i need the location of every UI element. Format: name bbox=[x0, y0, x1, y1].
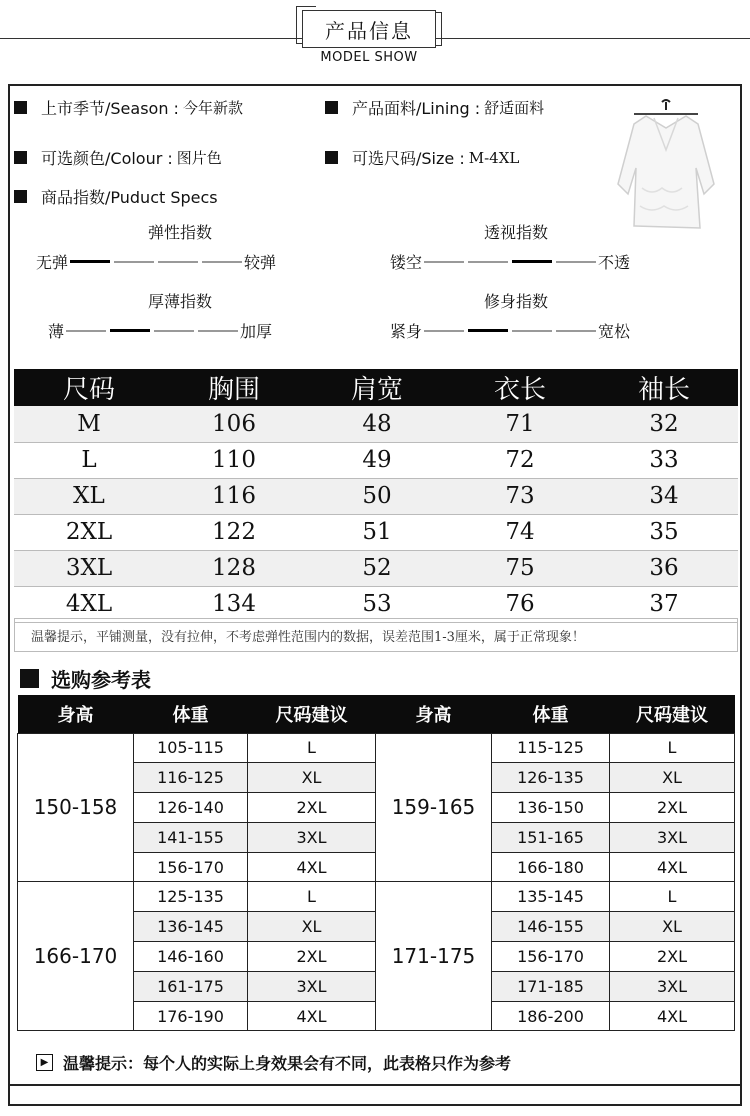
reference-table-header: 身高 bbox=[18, 695, 134, 733]
lining-value: 舒适面料 bbox=[484, 99, 545, 117]
size-table-header: 胸围 bbox=[164, 369, 304, 406]
size-table-cell: 36 bbox=[590, 550, 738, 586]
table-row bbox=[14, 442, 738, 478]
weight-cell: 186-200 bbox=[492, 1001, 610, 1031]
size-suggest-cell: 4XL bbox=[248, 1001, 376, 1031]
size-table-cell: 52 bbox=[304, 550, 450, 586]
bullet-square-icon bbox=[14, 151, 27, 164]
reference-table-header: 尺码建议 bbox=[610, 695, 735, 733]
weight-cell: 161-175 bbox=[134, 971, 248, 1001]
size-suggest-cell: L bbox=[610, 882, 735, 912]
info-size bbox=[325, 146, 519, 169]
size-table bbox=[14, 369, 738, 623]
size-table-header: 衣长 bbox=[450, 369, 590, 406]
table-row bbox=[14, 478, 738, 514]
weight-cell: 115-125 bbox=[492, 733, 610, 763]
weight-cell: 136-150 bbox=[492, 793, 610, 823]
header-line-left bbox=[0, 38, 302, 39]
table-row bbox=[18, 733, 735, 763]
index-segment bbox=[66, 330, 106, 332]
size-suggest-cell: 3XL bbox=[610, 971, 735, 1001]
index-title: 修身指数 bbox=[483, 292, 548, 311]
index-segment bbox=[424, 261, 464, 263]
weight-cell: 105-115 bbox=[134, 733, 248, 763]
reference-table-header: 尺码建议 bbox=[248, 695, 376, 733]
page-subtitle: MODEL SHOW bbox=[320, 50, 418, 65]
info-lining bbox=[325, 96, 544, 119]
size-table-cell: 106 bbox=[164, 406, 304, 442]
index-scale bbox=[48, 319, 272, 342]
info-season bbox=[14, 96, 243, 119]
size-suggest-cell: 2XL bbox=[610, 793, 735, 823]
height-range-cell: 159-165 bbox=[376, 733, 492, 882]
weight-cell: 125-135 bbox=[134, 882, 248, 912]
index-segment bbox=[114, 261, 154, 263]
bullet-square-icon bbox=[20, 669, 39, 688]
index-left-label: 薄 bbox=[48, 322, 65, 341]
bullet-square-icon bbox=[325, 151, 338, 164]
size-table-cell: 128 bbox=[164, 550, 304, 586]
reference-title-text: 选购参考表 bbox=[51, 668, 151, 692]
size-table-cell: 4XL bbox=[14, 586, 164, 622]
weight-cell: 146-155 bbox=[492, 912, 610, 942]
index-title: 弹性指数 bbox=[147, 223, 212, 242]
season-label: 上市季节/Season : bbox=[41, 99, 179, 118]
table-row bbox=[18, 882, 735, 912]
info-colour bbox=[14, 146, 222, 169]
weight-cell: 146-160 bbox=[134, 942, 248, 972]
size-table-header: 袖长 bbox=[590, 369, 738, 406]
header-line-right bbox=[436, 38, 750, 39]
index-right-label: 不透 bbox=[598, 253, 631, 272]
weight-cell: 126-135 bbox=[492, 763, 610, 793]
index-scale bbox=[390, 250, 630, 273]
size-value: M-4XL bbox=[468, 148, 520, 167]
index-title: 透视指数 bbox=[483, 223, 548, 242]
size-suggest-cell: 2XL bbox=[248, 942, 376, 972]
height-range-cell: 150-158 bbox=[18, 733, 134, 882]
specs-label: 商品指数/Puduct Specs bbox=[41, 188, 218, 207]
size-suggest-cell: 2XL bbox=[248, 793, 376, 823]
index-left-label: 镂空 bbox=[390, 253, 423, 272]
size-table-cell: 72 bbox=[450, 442, 590, 478]
size-suggest-cell: L bbox=[610, 733, 735, 763]
size-table-cell: 122 bbox=[164, 514, 304, 550]
index-segment bbox=[202, 261, 242, 263]
bullet-square-icon bbox=[14, 101, 27, 114]
measurement-note: 温馨提示，平铺测量，没有拉伸，不考虑弹性范围内的数据，误差范围1-3厘米，属于正常现象！ bbox=[14, 618, 738, 652]
index-segment bbox=[70, 260, 110, 263]
index-segment bbox=[468, 261, 508, 263]
index-left-label: 无弹 bbox=[36, 253, 69, 272]
size-table-cell: 110 bbox=[164, 442, 304, 478]
size-suggest-cell: 2XL bbox=[610, 942, 735, 972]
size-suggest-cell: XL bbox=[610, 912, 735, 942]
size-table-cell: 73 bbox=[450, 478, 590, 514]
height-range-cell: 171-175 bbox=[376, 882, 492, 1031]
weight-cell: 116-125 bbox=[134, 763, 248, 793]
weight-cell: 166-180 bbox=[492, 852, 610, 882]
size-suggest-cell: 4XL bbox=[248, 852, 376, 882]
size-suggest-cell: L bbox=[248, 733, 376, 763]
index-title: 厚薄指数 bbox=[147, 292, 212, 311]
page-title: 产品信息 bbox=[302, 10, 436, 48]
index-segment bbox=[154, 330, 194, 332]
size-table-cell: 71 bbox=[450, 406, 590, 442]
lining-label: 产品面料/Lining : bbox=[352, 99, 481, 118]
index-scale bbox=[36, 250, 276, 273]
size-table-cell: 32 bbox=[590, 406, 738, 442]
reference-title bbox=[20, 664, 151, 693]
shirt-product-image bbox=[612, 98, 716, 234]
size-table-cell: L bbox=[14, 442, 164, 478]
size-table-header: 肩宽 bbox=[304, 369, 450, 406]
bullet-square-icon bbox=[325, 101, 338, 114]
size-table-cell: 50 bbox=[304, 478, 450, 514]
index-right-label: 宽松 bbox=[598, 322, 631, 341]
index-segment bbox=[110, 329, 150, 332]
index-left-label: 紧身 bbox=[390, 322, 423, 341]
index-segment bbox=[468, 329, 508, 332]
size-table-cell: 51 bbox=[304, 514, 450, 550]
colour-value: 图片色 bbox=[176, 149, 222, 167]
size-suggest-cell: XL bbox=[248, 912, 376, 942]
size-table-cell: 49 bbox=[304, 442, 450, 478]
size-table-cell: XL bbox=[14, 478, 164, 514]
reference-table-header: 身高 bbox=[376, 695, 492, 733]
size-suggest-cell: XL bbox=[610, 763, 735, 793]
size-table-cell: M bbox=[14, 406, 164, 442]
size-table-cell: 116 bbox=[164, 478, 304, 514]
table-row bbox=[14, 550, 738, 586]
index-segment bbox=[158, 261, 198, 263]
info-specs bbox=[14, 185, 218, 208]
size-suggest-cell: 3XL bbox=[248, 971, 376, 1001]
weight-cell: 156-170 bbox=[492, 942, 610, 972]
size-table-cell: 34 bbox=[590, 478, 738, 514]
index-segment bbox=[556, 330, 596, 332]
size-table-cell: 75 bbox=[450, 550, 590, 586]
size-table-cell: 33 bbox=[590, 442, 738, 478]
reference-table bbox=[17, 695, 735, 1031]
size-table-cell: 74 bbox=[450, 514, 590, 550]
bottom-divider bbox=[8, 1084, 742, 1086]
index-right-label: 较弹 bbox=[244, 253, 277, 272]
size-suggest-cell: 4XL bbox=[610, 852, 735, 882]
colour-label: 可选颜色/Colour : bbox=[41, 149, 173, 168]
reference-tip-text: 温馨提示：每个人的实际上身效果会有不同，此表格只作为参考 bbox=[63, 1054, 512, 1073]
weight-cell: 135-145 bbox=[492, 882, 610, 912]
index-right-label: 加厚 bbox=[240, 322, 273, 341]
index-segment bbox=[424, 330, 464, 332]
weight-cell: 176-190 bbox=[134, 1001, 248, 1031]
size-table-cell: 2XL bbox=[14, 514, 164, 550]
size-table-cell: 37 bbox=[590, 586, 738, 622]
weight-cell: 141-155 bbox=[134, 822, 248, 852]
size-table-cell: 3XL bbox=[14, 550, 164, 586]
weight-cell: 151-165 bbox=[492, 822, 610, 852]
size-suggest-cell: XL bbox=[248, 763, 376, 793]
index-segment bbox=[512, 260, 552, 263]
weight-cell: 156-170 bbox=[134, 852, 248, 882]
weight-cell: 171-185 bbox=[492, 971, 610, 1001]
size-table-cell: 134 bbox=[164, 586, 304, 622]
index-segment bbox=[512, 330, 552, 332]
bullet-square-icon bbox=[14, 190, 27, 203]
weight-cell: 126-140 bbox=[134, 793, 248, 823]
index-scale bbox=[390, 319, 630, 342]
reference-table-header: 体重 bbox=[492, 695, 610, 733]
table-row bbox=[14, 586, 738, 622]
size-table-cell: 48 bbox=[304, 406, 450, 442]
size-label: 可选尺码/Size : bbox=[352, 149, 465, 168]
weight-cell: 136-145 bbox=[134, 912, 248, 942]
index-segment bbox=[556, 261, 596, 263]
size-suggest-cell: L bbox=[248, 882, 376, 912]
table-row bbox=[14, 406, 738, 442]
size-suggest-cell: 3XL bbox=[248, 822, 376, 852]
index-segment bbox=[198, 330, 238, 332]
table-row bbox=[14, 514, 738, 550]
size-table-header: 尺码 bbox=[14, 369, 164, 406]
size-suggest-cell: 3XL bbox=[610, 822, 735, 852]
size-table-cell: 53 bbox=[304, 586, 450, 622]
season-value: 今年新款 bbox=[182, 99, 243, 117]
play-icon: ▶ bbox=[36, 1054, 53, 1071]
size-table-cell: 35 bbox=[590, 514, 738, 550]
height-range-cell: 166-170 bbox=[18, 882, 134, 1031]
size-table-cell: 76 bbox=[450, 586, 590, 622]
reference-table-header: 体重 bbox=[134, 695, 248, 733]
reference-tip bbox=[36, 1051, 511, 1074]
size-suggest-cell: 4XL bbox=[610, 1001, 735, 1031]
